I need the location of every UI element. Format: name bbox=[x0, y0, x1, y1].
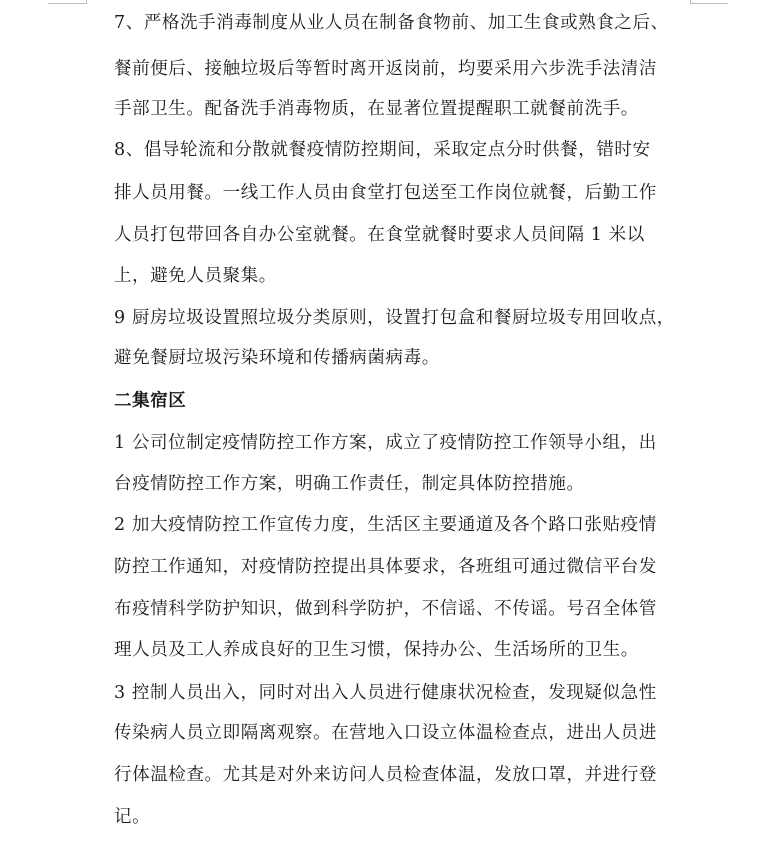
paragraph-7-line-1: 7、严格洗手消毒制度从业人员在制备食物前、加工生食或熟食之后、 bbox=[114, 13, 669, 33]
paragraph-9-line-1: 9 厨房垃圾设置照垃圾分类原则，设置打包盒和餐厨垃圾专用回收点， bbox=[114, 308, 675, 328]
section-item-2-line-4: 理人员及工人养成良好的卫生习惯，保持办公、生活场所的卫生。 bbox=[114, 640, 639, 660]
paragraph-9-line-2: 避免餐厨垃圾污染环境和传播病菌病毒。 bbox=[114, 348, 440, 368]
section-item-2-line-1: 2 加大疫情防控工作宣传力度，生活区主要通道及各个路口张贴疫情 bbox=[114, 515, 657, 535]
paragraph-8-line-3: 人员打包带回各自办公室就餐。在食堂就餐时要求人员间隔 1 米以 bbox=[114, 225, 645, 245]
paragraph-8-line-1: 8、倡导轮流和分散就餐疫情防控期间，采取定点分时供餐，错时安 bbox=[114, 140, 651, 160]
section-heading: 二集宿区 bbox=[114, 391, 187, 411]
section-item-1-line-2: 台疫情防控工作方案，明确工作责任，制定具体防控措施。 bbox=[114, 474, 585, 494]
paragraph-7-line-3: 手部卫生。配备洗手消毒物质，在显著位置提醒职工就餐前洗手。 bbox=[114, 99, 639, 119]
crop-mark-top-left-horizontal bbox=[48, 3, 86, 4]
section-item-3-line-1: 3 控制人员出入，同时对出入人员进行健康状况检查，发现疑似急性 bbox=[114, 683, 657, 703]
paragraph-8-line-4: 上，避免人员聚集。 bbox=[114, 266, 277, 286]
crop-mark-top-right-vertical bbox=[690, 0, 691, 4]
section-item-2-line-3: 布疫情科学防护知识，做到科学防护，不信谣、不传谣。号召全体管 bbox=[114, 599, 657, 619]
paragraph-8-line-2: 排人员用餐。一线工作人员由食堂打包送至工作岗位就餐，后勤工作 bbox=[114, 183, 657, 203]
section-item-2-line-2: 防控工作通知，对疫情防控提出具体要求，各班组可通过微信平台发 bbox=[114, 557, 657, 577]
section-item-3-line-2: 传染病人员立即隔离观察。在营地入口设立体温检查点，进出人员进 bbox=[114, 723, 657, 743]
section-item-3-line-4: 记。 bbox=[114, 807, 151, 827]
section-item-3-line-3: 行体温检查。尤其是对外来访问人员检查体温，发放口罩，并进行登 bbox=[114, 765, 657, 785]
crop-mark-top-right-horizontal bbox=[690, 3, 728, 4]
paragraph-7-line-2: 餐前便后、接触垃圾后等暂时离开返岗前，均要采用六步洗手法清洁 bbox=[114, 59, 657, 79]
crop-mark-top-left-vertical bbox=[86, 0, 87, 4]
section-item-1-line-1: 1 公司位制定疫情防控工作方案，成立了疫情防控工作领导小组，出 bbox=[114, 433, 657, 453]
